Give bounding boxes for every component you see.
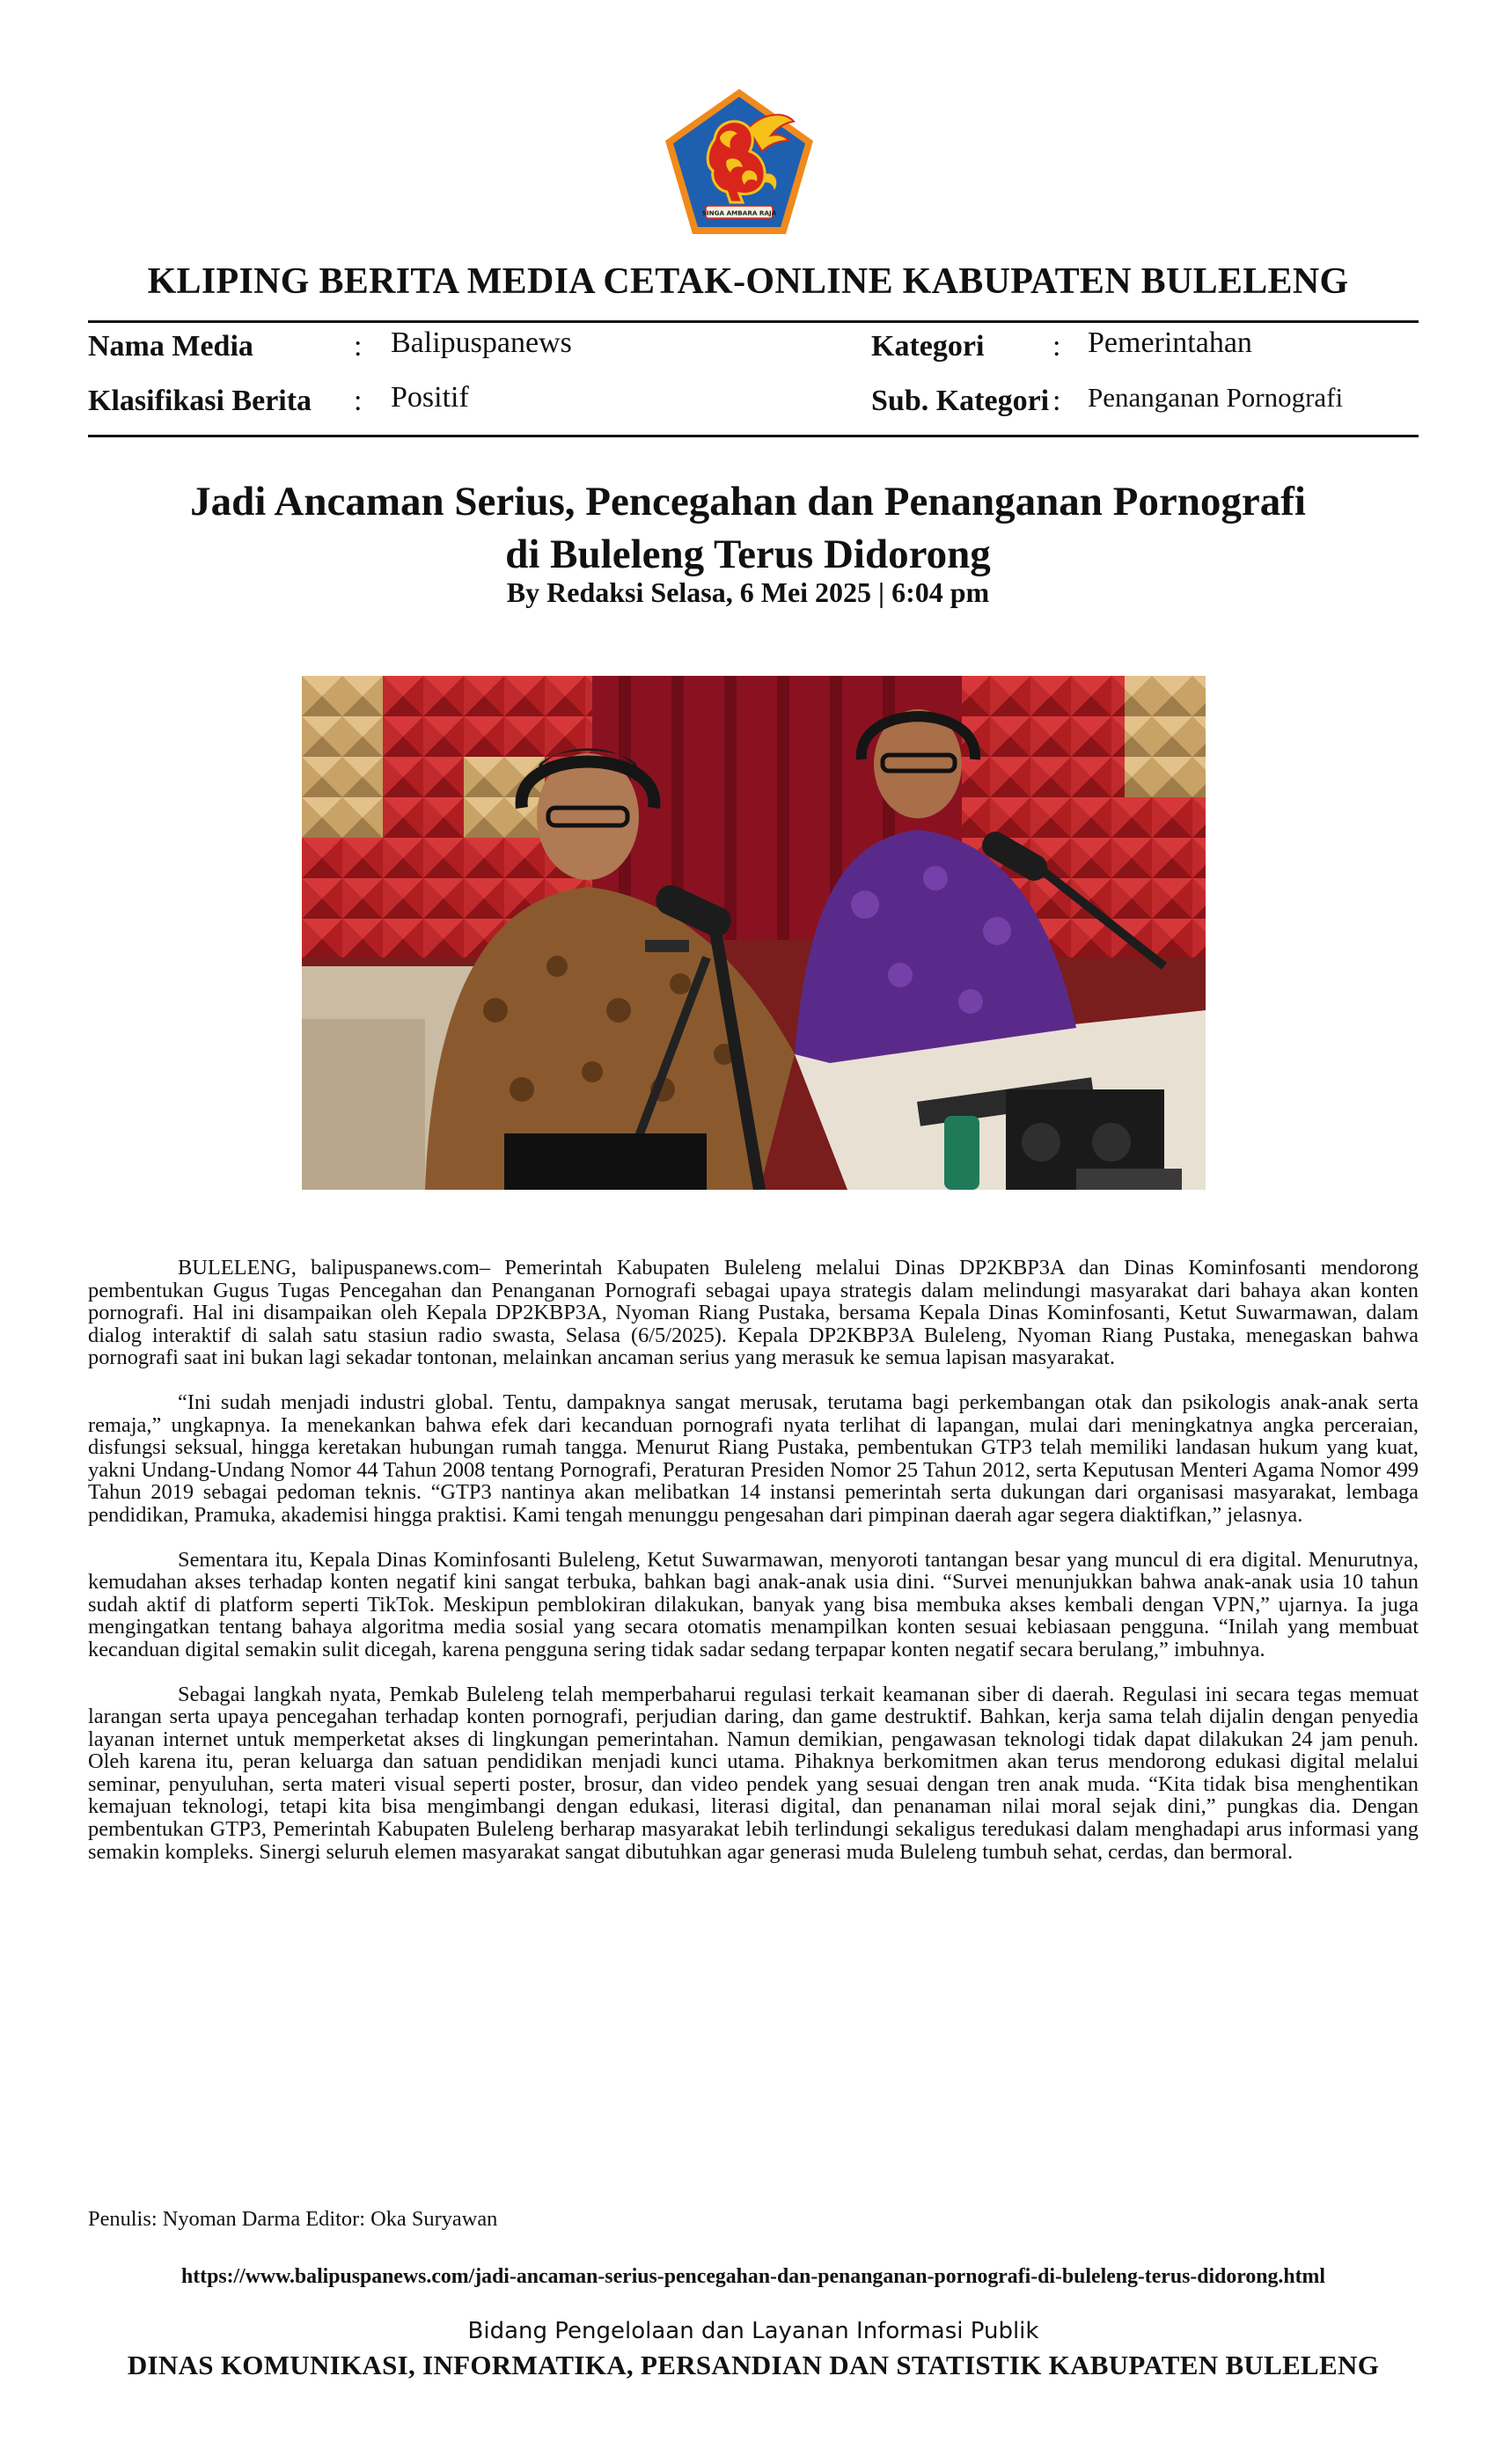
logo-motto-text: SINGA AMBARA RAJA: [701, 209, 777, 217]
radio-studio-photo-icon: [302, 676, 1206, 1190]
article-title-line-2: di Buleleng Terus Didorong: [505, 532, 991, 577]
article-paragraph-3: Sementara itu, Kepala Dinas Kominfosanti Buleleng, Ketut Suwarmawan, menyoroti tantangan besar yang muncul di era digital. Menurutnya, kemudahan akses terhadap konten negatif kini sangat terbuka, bahkan bagi anak-anak usia dini. “Survei menunjukkan bahwa anak-anak usia 10 tahun sudah aktif di platform seperti TikTok. Meskipun pemblokiran dilakukan, banyak yang bisa membuka akses kembali dengan VPN,” ujarnya. Ia juga mengingatkan tentang bahaya algoritma media sosial yang secara otomatis menampilkan konten sesuai kebiasaan pengguna. “Inilah yang membuat kecanduan digital semakin sulit dicegah, karena pengguna sering tidak sadar sedang terpapar konten negatif secara berulang,” imbuhnya.: [88, 1547, 1419, 1661]
buleleng-coat-of-arms-logo: [662, 86, 817, 238]
source-url-link[interactable]: https://www.balipuspanews.com/jadi-ancaman-serius-pencegahan-dan-penanganan-pornografi-di-buleleng-terus-didorong.html: [181, 2265, 1325, 2288]
nama-media-colon: :: [354, 330, 363, 363]
nama-media-value: Balipuspanews: [391, 326, 572, 359]
sub-kategori-label: Sub. Kategori: [871, 385, 1050, 417]
article-body: [88, 1257, 1419, 1885]
klasifikasi-berita-value: Positif: [391, 381, 469, 414]
clipping-header-title: KLIPING BERITA MEDIA CETAK-ONLINE KABUPATEN BULELENG: [147, 261, 1349, 302]
header-top-divider: [88, 320, 1419, 323]
lion-emblem-icon: [662, 86, 817, 238]
sub-kategori-colon: :: [1052, 385, 1061, 417]
kategori-value: Pemerintahan: [1088, 326, 1252, 359]
nama-media-label: Nama Media: [88, 330, 253, 363]
article-photo-radio-studio: [302, 676, 1206, 1190]
article-paragraph-2: “Ini sudah menjadi industri global. Tentu, dampaknya sangat merusak, terutama bagi perkembangan otak dan psikologis anak-anak serta remaja,” ungkapnya. Ia menekankan bahwa efek dari kecanduan pornografi nyata terlihat di lapangan, mulai dari meningkatnya angka perceraian, disfungsi seksual, hingga keretakan hubungan rumah tangga. Menurut Riang Pustaka, pembentukan GTP3 telah memiliki landasan hukum yang kuat, yakni Undang-Undang Nomor 44 Tahun 2008 tentang Pornografi, Peraturan Presiden Nomor 25 Tahun 2012, serta Keputusan Menteri Agama Nomor 499 Tahun 2019 sebagai pedoman teknis. “GTP3 nantinya akan melibatkan 14 instansi pemerintah serta dukungan dari organisasi masyarakat, lembaga pendidikan, Pramuka, akademisi hingga praktisi. Kami tengah menunggu pengesahan dari pimpinan daerah agar segera diaktifkan,” jelasnya.: [88, 1390, 1419, 1527]
kategori-label: Kategori: [871, 330, 985, 363]
sub-kategori-value: Penanganan Pornografi: [1088, 382, 1344, 413]
author-editor-credit: Penulis: Nyoman Darma Editor: Oka Suryawan: [88, 2207, 498, 2231]
article-title: [132, 475, 1364, 581]
header-bottom-divider: [88, 435, 1419, 437]
article-paragraph-4: Sebagai langkah nyata, Pemkab Buleleng telah memperbaharui regulasi terkait keamanan siber di daerah. Regulasi ini secara tegas memuat larangan serta upaya pencegahan terhadap konten pornografi, perjudian daring, dan game destruktif. Bahkan, kerja sama telah dijalin dengan penyedia layanan internet untuk memperketat akses di lingkungan pemerintahan. Namun demikian, pengawasan teknologi tidak dapat dilakukan 24 jam penuh. Oleh karena itu, peran keluarga dan satuan pendidikan menjadi kunci utama. Pihaknya berkomitmen akan terus mendorong edukasi digital melalui seminar, penyuluhan, serta materi visual seperti poster, brosur, dan video pendek yang sesuai dengan tren anak muda. “Kita tidak bisa menghentikan kemajuan teknologi, tetapi kita bisa mengimbangi dengan edukasi, literasi digital, dan penanaman nilai moral sejak dini,” pungkas dia. Dengan pembentukan GTP3, Pemerintah Kabupaten Buleleng berharap masyarakat lebih terlindungi sekaligus teredukasi dalam menghadapi arus informasi yang semakin kompleks. Sinergi seluruh elemen masyarakat sangat dibutuhkan agar generasi muda Buleleng tumbuh sehat, cerdas, dan bermoral.: [88, 1682, 1419, 1864]
kategori-colon: :: [1052, 330, 1061, 363]
article-title-line-1: Jadi Ancaman Serius, Pencegahan dan Penanganan Pornografi: [190, 479, 1306, 524]
article-byline: By Redaksi Selasa, 6 Mei 2025 | 6:04 pm: [506, 576, 990, 608]
klasifikasi-berita-colon: :: [354, 385, 363, 417]
article-paragraph-1: BULELENG, balipuspanews.com– Pemerintah Kabupaten Buleleng melalui Dinas DP2KBP3A dan Dinas Kominfosanti mendorong pembentukan Gugus Tugas Pencegahan dan Penanganan Pornografi sebagai upaya strategis dalam melindungi masyarakat dari bahaya akan konten pornografi. Hal ini disampaikan oleh Kepala DP2KBP3A, Nyoman Riang Pustaka, bersama Kepala Dinas Kominfosanti, Ketut Suwarmawan, dalam dialog interaktif di salah satu stasiun radio swasta, Selasa (6/5/2025). Kepala DP2KBP3A Buleleng, Nyoman Riang Pustaka, menegaskan bahwa pornografi saat ini bukan lagi sekadar tontonan, melainkan ancaman serius yang merasuk ke semua lapisan masyarakat.: [88, 1256, 1419, 1370]
klasifikasi-berita-label: Klasifikasi Berita: [88, 385, 312, 417]
footer-agency-name: DINAS KOMUNIKASI, INFORMATIKA, PERSANDIAN DAN STATISTIK KABUPATEN BULELENG: [127, 2350, 1380, 2380]
footer-division-name: Bidang Pengelolaan dan Layanan Informasi Publik: [467, 2318, 1039, 2344]
